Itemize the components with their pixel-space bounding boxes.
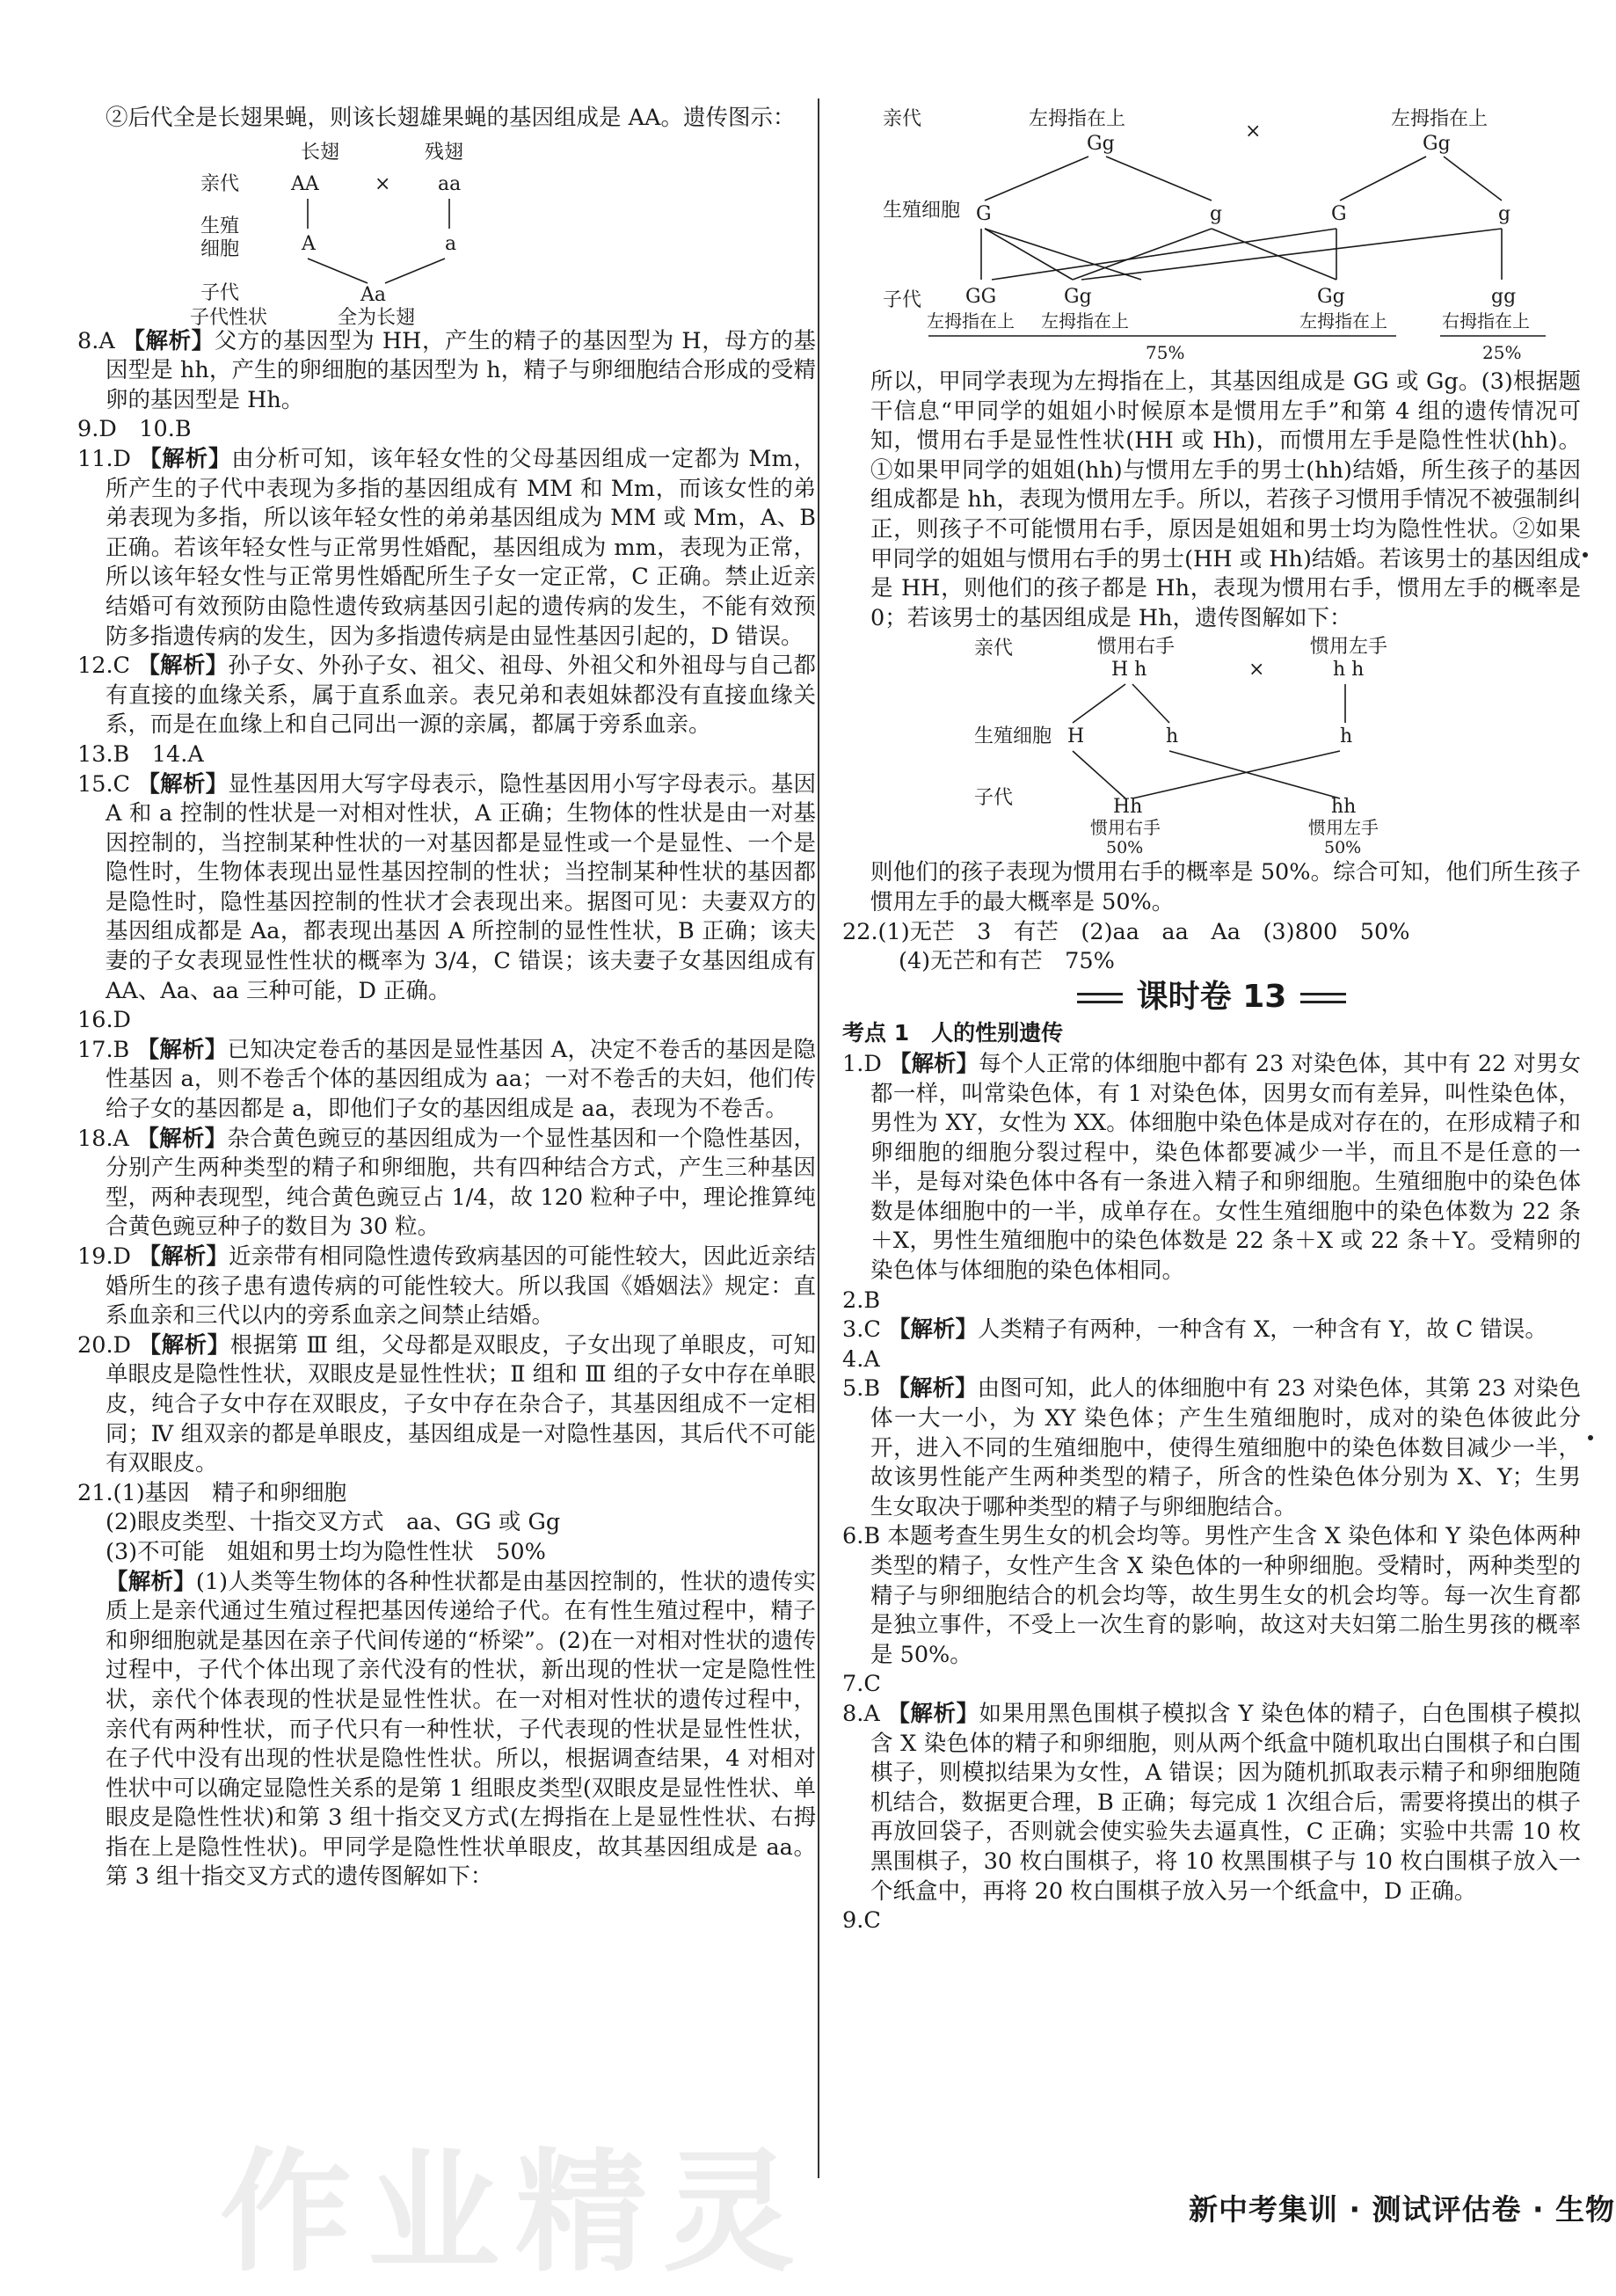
offspring-trait: 右拇指在上 [1442, 310, 1530, 332]
answer-item [842, 1286, 1581, 1316]
answer-number: 18.A [77, 1125, 129, 1152]
parent-genotype-1: AA [291, 172, 319, 195]
scan-dot [1583, 552, 1588, 558]
label-gamete-2: 细胞 [200, 237, 240, 260]
answer-number: 19.D [77, 1243, 131, 1270]
intro-text: ②后代全是长翅果蝇，则该长翅雄果蝇的基因组成是 AA。遗传图示： [106, 105, 796, 131]
parent-genotype-1: Gg [1087, 133, 1115, 155]
gamete-2: a [445, 232, 457, 255]
offspring-trait: 惯用右手 [1090, 817, 1161, 839]
q21-line: (2)眼皮类型、十指交叉方式 aa、GG 或 Gg [106, 1509, 561, 1536]
gamete-G: G [976, 203, 992, 225]
column-divider [818, 98, 819, 2178]
label-offspring: 子代 [883, 289, 922, 311]
label-gamete: 生殖细胞 [974, 725, 1052, 748]
answer-text: 本题考查生男生女的机会均等。男性产生含 X 染色体和 Y 染色体两种类型的精子，女性产生含 X 染色体的一种卵细胞。受精时，两种类型的精子与卵细胞结合的机会均等，故生男生女的机会均等。每一次生育都是独立事件，不受上一次生育的影响，故这对夫妇第二胎生男孩的概率是 50%。 [870, 1523, 1581, 1668]
conclusion: 则他们的孩子表现为惯用右手的概率是 50%。综合可知，他们所生孩子惯用左手的最大概率是 50%。 [870, 859, 1581, 915]
analysis-tag: 【解析】 [887, 1316, 978, 1344]
q22-line: 22.(1)无芒 3 有芒 (2)aa aa Aa (3)800 50% [842, 918, 1410, 945]
arrow-line [308, 259, 368, 283]
analysis-tag: 【解析】 [137, 652, 229, 680]
answer-number: 13.B 14.A [77, 740, 204, 768]
section-title-text: 课时卷 13 [1136, 978, 1287, 1015]
analysis-tag: 【解析】 [138, 1331, 230, 1359]
parent-trait-1: 惯用右手 [1097, 636, 1176, 659]
answer-item [842, 1345, 1581, 1375]
answer-item [842, 1374, 1581, 1522]
answer-item [842, 1670, 1581, 1700]
answer-item [842, 1906, 1581, 1936]
parent-trait-1: 左拇指在上 [1029, 108, 1126, 130]
gamete-g: g [1498, 203, 1511, 225]
gamete-h: h [1166, 725, 1179, 748]
ratio-left: 75% [1146, 342, 1185, 363]
answer-number: 8.A [77, 327, 115, 354]
analysis-continued: 所以，甲同学表现为左拇指在上，其基因组成是 GG 或 Gg。(3)根据题干信息“甲同学的姐姐小时候原本是惯用左手”和第 4 组的遗传情况可知，惯用右手是显性性状(HH 或 Hh)，而惯用左手是隐性性状(hh)。①如果甲同学的姐姐(hh)与惯用左手的男士(hh)结婚，所生孩子的基因组成都是 hh，表现为惯用左手。所以，若孩子习惯用手情况不被强制纠正，则孩子不可能惯用右手，原因是姐姐和男士均为隐性性状。②如果甲同学的姐姐与惯用右手的男士(HH 或 Hh)结婚。若该男士的基因组成是 HH，则他们的孩子都是 Hh，表现为惯用右手，惯用左手的概率是 0；若该男士的基因组成是 Hh，遗传图解如下： [870, 368, 1581, 631]
section-title [842, 978, 1581, 1015]
answer-text: 显性基因用大写字母表示，隐性基因用小写字母表示。基因 A 和 a 控制的性状是一对相对性状，A 正确；生物体的性状是由一对基因控制的，当控制某种性状的一对基因都是显性或一个是显性、一个是隐性时，生物体表现出显性基因控制的性状；当控制某种性状的基因都是隐性时，隐性基因控制的性状才会表现出来。据图可见：夫妻双方的基因组成都是 Aa，都表现出基因 A 所控制的显性性状，B 正确；该夫妻的子女表现显性性状的概率为 3/4，C 错误；该夫妻子女基因组成有 AA、Aa、aa 三种可能，D 正确。 [106, 770, 816, 1004]
answer-number: 20.D [77, 1331, 131, 1359]
answer-number: 3.C [842, 1316, 881, 1344]
answer-item [77, 1125, 816, 1243]
answer-text: 近亲带有相同隐性遗传致病基因的可能性较大，因此近亲结婚所生的孩子患有遗传病的可能性较大。所以我国《婚姻法》规定：直系血亲和三代以内的旁系血亲之间禁止结婚。 [106, 1243, 816, 1330]
ratio-50: 50% [1106, 838, 1144, 858]
genetic-diagram-thumbs [842, 104, 1581, 366]
answer-item [77, 770, 816, 1007]
answer-number: 11.D [77, 445, 131, 472]
title-bar-right [1300, 993, 1346, 1003]
offspring-genotype: Aa [360, 283, 387, 306]
gamete-1: A [302, 232, 316, 255]
analysis-tag: 【解析】 [122, 327, 215, 354]
analysis-tag: 【解析】 [136, 1036, 228, 1063]
gamete-G: G [1331, 203, 1347, 225]
answer-number: 4.A [842, 1345, 880, 1373]
answer-number: 6.B [842, 1523, 881, 1550]
q21-analysis: (1)人类等生物体的各种性状都是由基因控制的，性状的遗传实质上是亲代通过生殖过程把基因传递给子代。在有性生殖过程中，精子和卵细胞就是基因在亲子代间传递的“桥梁”。(2)在一对相对性状的遗传过程中，子代个体出现了亲代没有的性状，新出现的性状一定是隐性性状，亲代个体表现的性状是显性性状。在一对相对性状的遗传过程中，亲代有两种性状，而子代只有一种性状，子代表现的性状是显性性状，在子代中没有出现的性状是隐性性状。所以，根据调查结果，4 对相对性状中可以确定显隐性关系的是第 1 组眼皮类型(双眼皮是显性性状、单眼皮是隐性性状)和第 3 组十指交叉方式(左拇指在上是显性性状、右拇指在上是隐性性状)。甲同学是隐性性状单眼皮，故其基因组成是 aa。第 3 组十指交叉方式的遗传图解如下： [106, 1568, 816, 1891]
offspring-trait: 左拇指在上 [1299, 310, 1387, 332]
answer-item [77, 1331, 816, 1479]
gamete-g: g [1210, 203, 1223, 225]
footer-title: 新中考集训 · 测试评估卷 · 生物 [1189, 2192, 1616, 2227]
q21-line: 21.(1)基因 精子和卵细胞 [77, 1479, 347, 1506]
answer-item [77, 1243, 816, 1331]
analysis-tag: 【解析】 [136, 1125, 228, 1152]
topic-heading: 考点 1 人的性别遗传 [842, 1020, 1064, 1046]
offspring-hh: hh [1331, 796, 1357, 819]
analysis-tag: 【解析】 [106, 1568, 196, 1595]
answer-item [842, 1316, 1581, 1345]
answer-item [77, 327, 816, 416]
answer-text: 人类精子有两种，一种含有 X，一种含有 Y，故 C 错误。 [977, 1316, 1547, 1344]
answer-text: 由分析可知，该年轻女性的父母基因组成一定都为 Mm，所产生的子代中表现为多指的基因组成有 MM 和 Mm，而该女性的弟弟表现为多指，所以该年轻女性的弟弟基因组成为 MM 或 Mm，A、B 正确。若该年轻女性与正常男性婚配，基因组成为 mm，表现为正常，所以该年轻女性与正常男性婚配所生子女一定正常，C 正确。禁止近亲结婚可有效预防由隐性遗传致病基因引起的遗传病的发生，不能有效预防多指遗传病的发生，因为多指遗传病是由显性基因引起的，D 错误。 [106, 445, 816, 650]
answer-text: 如果用黑色围棋子模拟含 Y 染色体的精子，白色围棋子模拟含 X 染色体的精子和卵细胞，则从两个纸盒中随机取出白围棋子和白围棋子，则模拟结果为女性，A 错误；因为随机抓取表示精子和卵细胞随机结合，数据更合理，B 正确；每完成 1 次组合后，需要将摸出的棋子再放回袋子，否则就会使实验失去逼真性，C 正确；实验中共需 10 枚黑围棋子，30 枚白围棋子，将 10 枚黑围棋子与 10 枚白围棋子放入一个纸盒中，再将 20 枚白围棋子放入另一个纸盒中，D 正确。 [870, 1700, 1581, 1905]
label-gamete-1: 生殖 [200, 215, 240, 237]
answer-text: 父方的基因型为 HH，产生的精子的基因型为 H，母方的基因型是 hh，产生的卵细胞的基因型为 h，精子与卵细胞结合形成的受精卵的基因型是 Hh。 [106, 327, 816, 413]
analysis-tag: 【解析】 [138, 1243, 229, 1270]
parent-trait-2: 惯用左手 [1310, 636, 1388, 659]
parent-genotype-2: aa [438, 172, 462, 195]
ratio-50: 50% [1324, 838, 1362, 858]
answer-item [77, 652, 816, 740]
label-long-wing: 长翅 [301, 141, 340, 164]
label-short-wing: 残翅 [425, 141, 464, 164]
cross-symbol: × [1248, 659, 1265, 682]
left-answers [77, 327, 816, 1479]
analysis-tag: 【解析】 [888, 1050, 979, 1077]
offspring-trait: 左拇指在上 [927, 310, 1015, 332]
offspring-trait: 左拇指在上 [1041, 310, 1129, 332]
answer-text: 杂合黄色豌豆的基因组成为一个显性基因和一个隐性基因，分别产生两种类型的精子和卵细胞，共有四种结合方式，产生三种基因型，两种表现型，纯合黄色豌豆占 1/4，故 120 粒种子中，理论推算纯合黄色豌豆种子的数目为 30 粒。 [106, 1125, 816, 1241]
label-offspring: 子代 [200, 281, 240, 304]
answer-number: 9.D 10.B [77, 416, 192, 443]
parent-trait-2: 左拇指在上 [1391, 108, 1489, 130]
answer-text: 由图可知，此人的体细胞中有 23 对染色体，其第 23 对染色体一大一小，为 XY 染色体；产生生殖细胞时，成对的染色体彼此分开，进入不同的生殖细胞中，使得生殖细胞中的染色体数目减少一半，故该男性能产生两种类型的精子，所含的性染色体分别为 X、Y；生男生女取决于哪种类型的精子与卵细胞结合。 [870, 1375, 1581, 1520]
answer-text: 孙子女、外孙子女、祖父、祖母、外祖父和外祖母与自己都有直接的血缘关系，属于直系血亲。表兄弟和表姐妹都没有直接血缘关系，而是在血缘上和自己同出一源的亲属，都属于旁系血亲。 [106, 652, 816, 739]
title-bar-left [1077, 993, 1123, 1003]
label-gamete: 生殖细胞 [883, 200, 961, 222]
offspring-GG: GG [965, 286, 997, 308]
answer-item [77, 445, 816, 652]
label-parent: 亲代 [883, 108, 922, 130]
genetic-diagram-wings [77, 135, 816, 325]
answer-number: 12.C [77, 652, 131, 680]
answer-number: 1.D [842, 1050, 882, 1077]
offspring-Gg: Gg [1317, 286, 1345, 308]
answer-number: 9.C [842, 1907, 881, 1935]
offspring-trait: 惯用左手 [1308, 817, 1379, 839]
answer-item [842, 1700, 1581, 1906]
answer-item [77, 1006, 816, 1036]
genetic-diagram-hands [842, 635, 1581, 846]
cross-symbol: × [375, 172, 391, 195]
q21-line: (3)不可能 姐姐和男士均为隐性性状 50% [106, 1538, 546, 1565]
left-column [77, 104, 816, 1892]
offspring-Gg: Gg [1064, 286, 1092, 308]
answer-item [77, 1036, 816, 1125]
label-offspring-trait: 子代性状 [190, 306, 268, 325]
offspring-gg: gg [1491, 286, 1517, 308]
q21 [77, 1479, 816, 1892]
scan-dot [1588, 1435, 1593, 1440]
parent-genotype-2: Gg [1423, 133, 1451, 155]
answer-number: 17.B [77, 1036, 130, 1063]
analysis-tag: 【解析】 [137, 770, 229, 798]
answer-number: 15.C [77, 770, 131, 798]
answer-number: 16.D [77, 1007, 131, 1034]
arrow-line [385, 259, 445, 283]
answer-text: 已知决定卷舌的基因是显性基因 A，决定不卷舌的基因是隐性基因 a，则不卷舌个体的基因组成为 aa；一对不卷舌的夫妇，他们传给子女的基因都是 a，即他们子女的基因组成是 aa，表现为不卷舌。 [106, 1036, 816, 1123]
ratio-row [842, 838, 1581, 858]
right-answers [842, 1050, 1581, 1936]
answer-number: 2.B [842, 1286, 881, 1314]
parent-genotype-2: h h [1333, 659, 1365, 682]
answer-number: 7.C [842, 1671, 881, 1698]
answer-text: 每个人正常的体细胞中都有 23 对染色体，其中有 22 对男女都一样，叫常染色体，有 1 对染色体，因男女而有差异，叫性染色体，男性为 XY，女性为 XX。体细胞中染色体是成对存在的，在形成精子和卵细胞的细胞分裂过程中，染色体都要减少一半，而且不是任意的一半，是每对染色体中各有一条进入精子和卵细胞。生殖细胞中的染色体数是体细胞中的一半，成单存在。女性生殖细胞中的染色体数为 22 条＋X，男性生殖细胞中的染色体数是 22 条＋X 或 22 条＋Y。受精卵的染色体与体细胞的染色体相同。 [870, 1050, 1581, 1285]
answer-text: 根据第 Ⅲ 组，父母都是双眼皮，子女出现了单眼皮，可知单眼皮是隐性性状，双眼皮是显性性状；Ⅱ 组和 Ⅲ 组的子女中存在单眼皮，纯合子女中存在双眼皮，子女中存在杂合子，其基因组成不一定相同；Ⅳ 组双亲的都是单眼皮，基因组成是一对隐性基因，其后代不可能有双眼皮。 [106, 1331, 816, 1477]
answer-item [842, 1522, 1581, 1670]
gamete-H: H [1067, 725, 1085, 748]
ratio-right: 25% [1482, 342, 1522, 363]
answer-item [842, 1050, 1581, 1286]
q22-line: (4)无芒和有芒 75% [899, 948, 1115, 975]
answer-item [77, 740, 816, 770]
label-parent: 亲代 [200, 172, 240, 195]
label-parent: 亲代 [974, 638, 1014, 660]
cross-symbol: × [1245, 120, 1262, 142]
analysis-tag: 【解析】 [138, 445, 232, 472]
right-column [842, 106, 1581, 1936]
offspring-Hh: Hh [1113, 796, 1143, 819]
gamete-h: h [1340, 725, 1353, 748]
parent-genotype-1: H h [1111, 659, 1147, 682]
watermark: 作业精灵 [220, 2137, 812, 2290]
offspring-trait: 全为长翅 [338, 306, 416, 325]
answer-number: 8.A [842, 1700, 880, 1727]
analysis-tag: 【解析】 [887, 1700, 979, 1727]
answer-item [77, 415, 816, 445]
analysis-tag: 【解析】 [887, 1375, 978, 1403]
answer-number: 5.B [842, 1375, 881, 1403]
label-offspring: 子代 [974, 787, 1014, 810]
